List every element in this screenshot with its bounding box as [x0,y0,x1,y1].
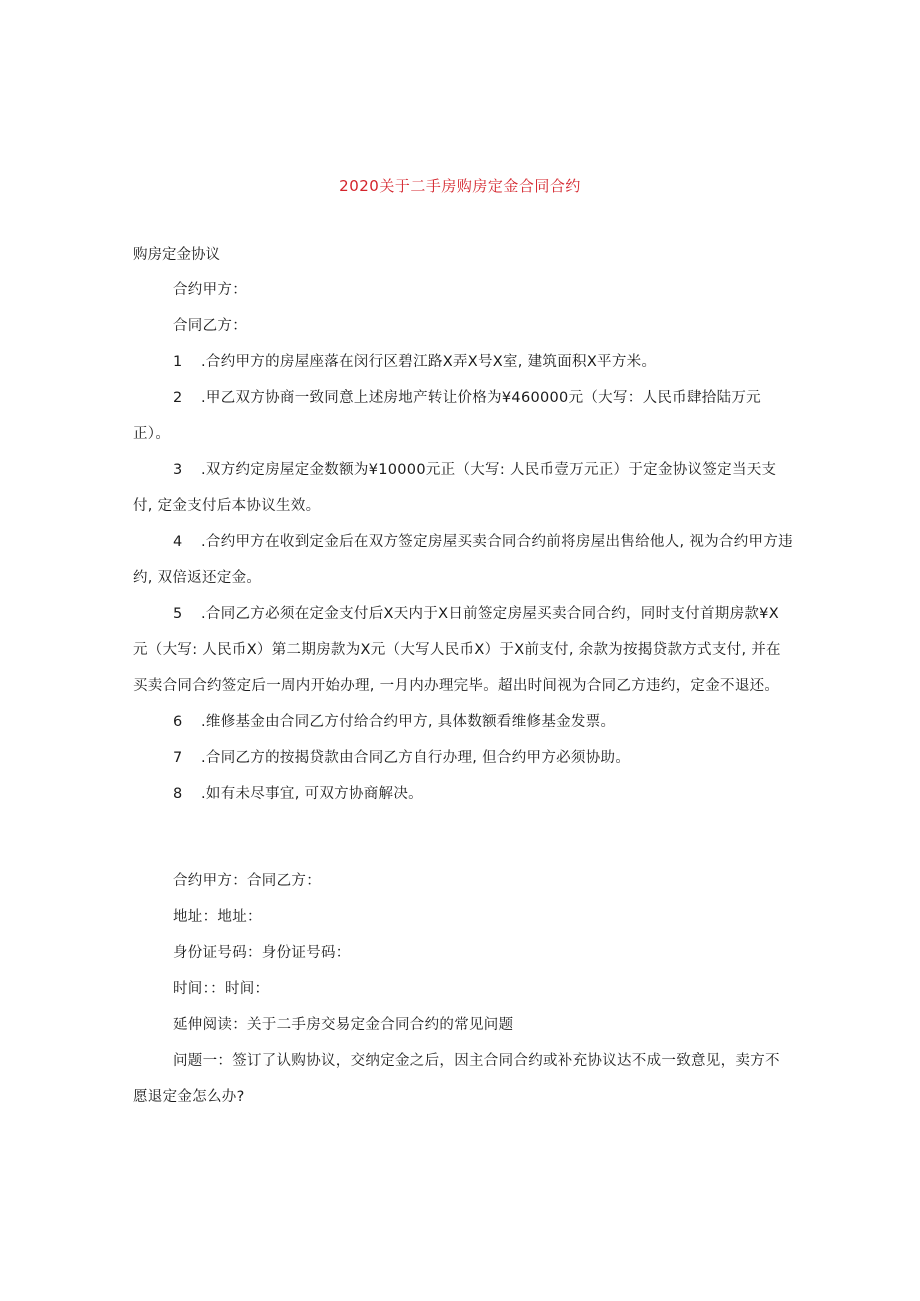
signature-date-line: 时间：：时间： [173,981,270,997]
clause-item [133,740,793,776]
clause-item [133,596,793,704]
clause-number: 3 [173,462,183,478]
clause-text: .合约甲方的房屋座落在闵行区碧江路X弄X号X室, 建筑面积X平方米。 [201,354,657,370]
question-one-paragraph: 问题一：签订了认购协议，交纳定金之后，因主合同合约或补充协议达不成一致意见，卖方不愿退定金怎么办? [133,1053,780,1105]
clause-text: .甲乙双方协商一致同意上述房地产转让价格为¥460000元（大写：人民币肆拾陆万元正）。 [133,390,761,442]
clause-item [133,452,793,524]
clause-text: .双方约定房屋定金数额为¥10000元正（大写: 人民币壹万元正）于定金协议签定当天支付, 定金支付后本协议生效。 [133,462,777,514]
signature-id-line: 身份证号码：身份证号码： [173,945,351,961]
clause-item [133,380,793,452]
clause-text: .维修基金由合同乙方付给合约甲方, 具体数额看维修基金发票。 [201,714,616,730]
parties-block [133,272,793,344]
clause-item [133,344,793,380]
clause-number: 6 [173,714,183,730]
signature-block [133,863,793,1115]
clause-number: 4 [173,534,183,550]
clause-number: 8 [173,786,183,802]
signature-address-line: 地址：地址： [173,909,262,925]
extended-reading-heading: 延伸阅读：关于二手房交易定金合同合约的常见问题 [173,1017,514,1033]
clause-item [133,704,793,740]
clause-number: 5 [173,606,183,622]
signature-parties-line: 合约甲方：合同乙方： [173,873,321,889]
agreement-heading: 购房定金协议 [133,247,220,263]
clause-text: .合同乙方的按揭贷款由合同乙方自行办理, 但合约甲方必须协助。 [201,750,631,766]
clause-number: 7 [173,750,183,766]
clause-text: .合约甲方在收到定金后在双方签定房屋买卖合同合约前将房屋出售给他人, 视为合约甲方违约, 双倍返还定金。 [133,534,793,586]
clause-number: 2 [173,390,183,406]
clause-text: .合同乙方必须在定金支付后X天内于X日前签定房屋买卖合同合约，同时支付首期房款¥X元（大写: 人民币X）第二期房款为X元（大写人民币X）于X前支付, 余款为按揭贷款方式支付, 并在买卖合同合约签定后一周内开始办理, 一月内办理完毕。超出时间视为合同乙方违约，定金不退还。 [133,606,781,694]
clause-number: 1 [173,354,183,370]
clauses-block [133,344,793,812]
party-a-label: 合约甲方： [173,282,247,298]
document-title: 2020关于二手房购房定金合同合约 [339,177,581,195]
clause-text: .如有未尽事宜, 可双方协商解决。 [201,786,423,802]
party-b-label: 合同乙方： [173,318,247,334]
clause-item [133,524,793,596]
clause-item [133,776,793,812]
